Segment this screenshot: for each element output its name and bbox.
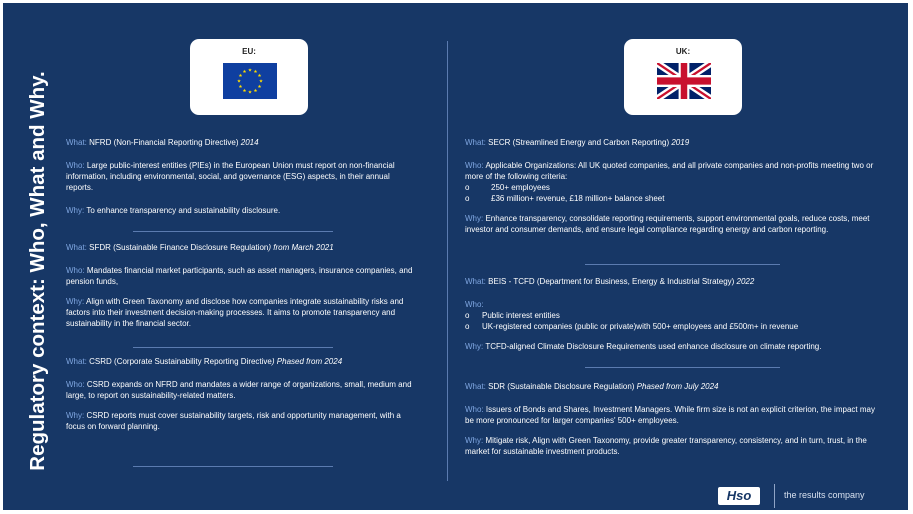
uk-secr-who [465,160,885,182]
eu-sfdr-what [66,242,416,253]
regulation-name: NFRD (Non-Financial Reporting Directive) [89,138,239,147]
list-item [465,321,885,332]
eu-sfdr-who [66,265,416,287]
bullet-marker: o [465,322,470,331]
who-text: Large public-interest entities (PIEs) in the European Union must report on non-financial information, including environmental, social, and governance (ESG) aspects, in their annual reports. [66,161,395,192]
bullet-text: UK-registered companies (public or private)with 500+ employees and £500m+ in revenue [482,322,799,331]
uk-sdr-why [465,435,885,457]
eu-header: EU: [242,47,256,56]
uk-card [624,39,742,115]
slide [3,3,908,510]
slide-title-container [21,43,55,498]
list-item [465,310,885,321]
eu-sfdr-section [66,242,416,329]
bullet-text: Public interest entities [482,311,560,320]
why-text: Enhance transparency, consolidate reporting requirements, support environmental goals, reduce costs, meet investor and consumer demands, and ensure legal compliance regarding energy and carbon reporting. [465,214,870,234]
what-label: What: [465,138,486,147]
hso-logo: Hso [718,487,760,505]
why-text: TCFD-aligned Climate Disclosure Requirements used enhance disclosure on climate reporting. [485,342,822,351]
eu-nfrd-what [66,137,416,148]
slide-title: Regulatory context: Who, What and Why. [26,70,49,471]
uk-secr-why [465,213,885,235]
section-separator [585,367,780,368]
section-separator [585,264,780,265]
eu-flag-icon [223,63,277,99]
who-label: Who: [465,405,484,414]
bullet-text: £36 million+ revenue, £18 million+ balance sheet [491,194,665,203]
eu-csrd-who [66,379,416,401]
who-label: Who: [66,380,85,389]
regulation-date: 2019 [669,138,690,147]
uk-header: UK: [675,47,691,56]
what-label: What: [465,277,486,286]
footer-tagline: the results company [784,490,865,500]
regulation-name: SDR (Sustainable Disclosure Regulation) [488,382,635,391]
uk-sdr-who [465,404,885,426]
regulation-name: SFDR (Sustainable Finance Disclosure Regulation [89,243,269,252]
who-text: Applicable Organizations: All UK quoted companies, and all private companies and non-profits meeting two or more of the following criteria: [465,161,874,181]
regulation-date: 2022 [734,277,755,286]
who-text: Mandates financial market participants, such as asset managers, insurance companies, and pension funds, [66,266,413,286]
eu-nfrd-why [66,205,416,216]
why-label: Why: [66,206,85,215]
eu-card [190,39,308,115]
regulation-name: SECR (Streamlined Energy and Carbon Reporting) [488,138,670,147]
what-label: What: [66,138,87,147]
who-label: Who: [465,300,484,309]
uk-beis-what [465,276,885,287]
regulation-date: ) from March 2021 [268,243,334,252]
why-text: Mitigate risk, Align with Green Taxonomy, provide greater transparency, consistency, and in turn, trust, in the market for sustainable investment products. [465,436,867,456]
eu-nfrd-who [66,160,416,193]
uk-secr-what [465,137,885,148]
eu-csrd-section [66,356,416,432]
what-label: What: [465,382,486,391]
uk-beis-section [465,276,885,352]
why-label: Why: [465,342,484,351]
why-text: CSRD reports must cover sustainability targets, risk and opportunity management, with a focus on forward planning. [66,411,401,431]
regulation-date: 2014 [238,138,259,147]
bullet-text: 250+ employees [491,183,550,192]
eu-nfrd-section [66,137,416,216]
bullet-marker: o [465,183,470,192]
who-label: Who: [66,161,85,170]
bullet-marker: o [465,311,470,320]
uk-flag-icon [657,63,711,99]
regulation-date: Phased from July 2024 [634,382,719,391]
why-text: Align with Green Taxonomy and disclose how companies integrate sustainability risks and factors into their investment decision-making processes. It aims to promote transparency and sustainability in the financial sector. [66,297,404,328]
why-label: Why: [465,436,484,445]
footer-divider [774,484,775,508]
uk-sdr-section [465,381,885,457]
who-label: Who: [465,161,484,170]
column-divider [447,41,448,481]
section-separator [133,347,333,348]
uk-beis-who [465,299,885,310]
why-label: Why: [465,214,484,223]
eu-csrd-why [66,410,416,432]
eu-sfdr-why [66,296,416,329]
why-label: Why: [66,411,85,420]
what-label: What: [66,357,87,366]
uk-beis-why [465,341,885,352]
who-text: Issuers of Bonds and Shares, Investment Managers. While firm size is not an explicit criterion, the impact may be more pronounced for larger companies' 500+ employees. [465,405,875,425]
bullet-marker: o [465,194,470,203]
regulation-name: CSRD (Corporate Sustainability Reporting Directive [89,357,272,366]
regulation-date: ) Phased from 2024 [271,357,343,366]
who-text: CSRD expands on NFRD and mandates a wider range of organizations, small, medium and large, to report on sustainability-related matters. [66,380,412,400]
eu-csrd-what [66,356,416,367]
list-item [465,193,885,204]
why-text: To enhance transparency and sustainability disclosure. [86,206,281,215]
list-item [465,182,885,193]
uk-secr-criteria-list [465,182,885,204]
regulation-name: BEIS - TCFD (Department for Business, Energy & Industrial Strategy) [488,277,735,286]
uk-beis-list [465,310,885,332]
section-separator [133,466,333,467]
section-separator [133,231,333,232]
what-label: What: [66,243,87,252]
who-label: Who: [66,266,85,275]
uk-secr-section [465,137,885,235]
why-label: Why: [66,297,85,306]
uk-sdr-what [465,381,885,392]
